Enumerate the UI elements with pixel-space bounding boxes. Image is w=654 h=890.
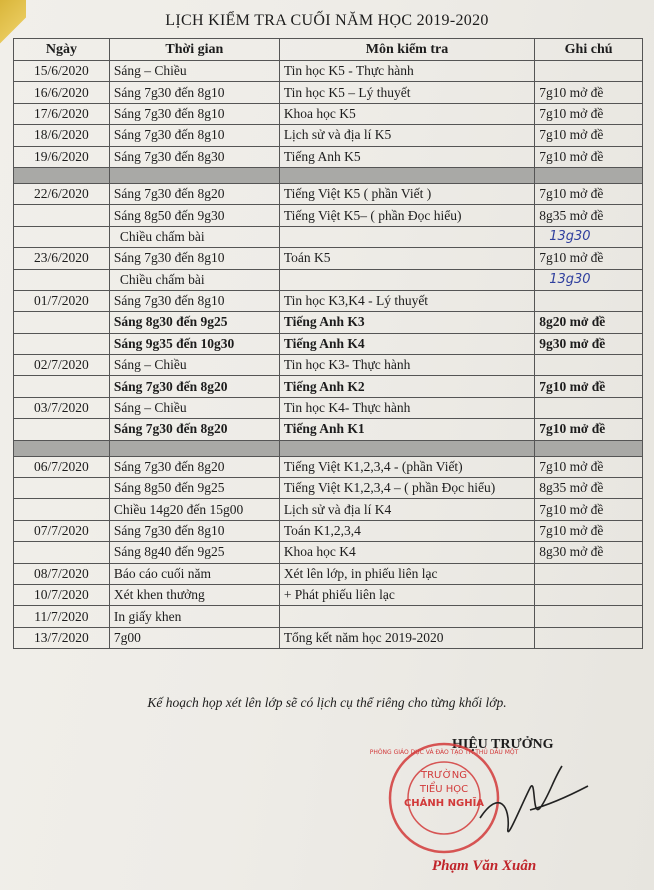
- cell-time: Chiều chấm bài: [109, 269, 279, 290]
- cell-date: 13/7/2020: [14, 627, 110, 648]
- cell-subject: Khoa học K5: [279, 103, 534, 124]
- cell-note: [535, 563, 643, 584]
- cell-time: Sáng 7g30 đến 8g10: [109, 82, 279, 103]
- cell-note: 7g10 mở đề: [535, 248, 643, 269]
- exam-schedule-table: [13, 38, 643, 649]
- table-row: [14, 290, 643, 311]
- cell-note: 7g10 mở đề: [535, 499, 643, 520]
- cell-time: Sáng – Chiều: [109, 397, 279, 418]
- handwritten-signature: [470, 748, 590, 858]
- cell-date: [14, 542, 110, 563]
- cell-date: 11/7/2020: [14, 606, 110, 627]
- table-row: [14, 542, 643, 563]
- cell-date: 07/7/2020: [14, 520, 110, 541]
- cell-subject: Tổng kết năm học 2019-2020: [279, 627, 534, 648]
- signer-title: HIỆU TRƯỞNG: [452, 737, 554, 752]
- cell-subject: Xét lên lớp, in phiếu liên lạc: [279, 563, 534, 584]
- cell-date: 17/6/2020: [14, 103, 110, 124]
- table-row: [14, 82, 643, 103]
- divider-cell: [535, 440, 643, 456]
- cell-time: Sáng 7g30 đến 8g20: [109, 376, 279, 397]
- table-row: [14, 333, 643, 354]
- header-date: Ngày: [14, 39, 110, 61]
- cell-time: Sáng 7g30 đến 8g30: [109, 146, 279, 167]
- cell-date: 15/6/2020: [14, 61, 110, 82]
- footnote: Kế hoạch họp xét lên lớp sẽ có lịch cụ thể riêng cho từng khối lớp.: [147, 695, 507, 710]
- cell-date: [14, 333, 110, 354]
- cell-time: Sáng 7g30 đến 8g20: [109, 183, 279, 204]
- cell-note: 13g30: [535, 226, 643, 247]
- table-row: [14, 183, 643, 204]
- cell-time: Sáng 7g30 đến 8g10: [109, 103, 279, 124]
- cell-note: 8g20 mở đề: [535, 312, 643, 333]
- cell-date: 16/6/2020: [14, 82, 110, 103]
- seal-line-2: TIỂU HỌC: [419, 784, 469, 795]
- cell-subject: Tiếng Việt K5 ( phần Viết ): [279, 183, 534, 204]
- table-row: [14, 248, 643, 269]
- seal-line-3: CHÁNH NGHĨA: [403, 798, 485, 809]
- cell-subject: Khoa học K4: [279, 542, 534, 563]
- cell-date: 18/6/2020: [14, 125, 110, 146]
- header-time: Thời gian: [109, 39, 279, 61]
- cell-note: 7g10 mở đề: [535, 183, 643, 204]
- cell-time: Sáng – Chiều: [109, 61, 279, 82]
- cell-date: [14, 499, 110, 520]
- cell-subject: Tin học K5 - Thực hành: [279, 61, 534, 82]
- table-row: [14, 355, 643, 376]
- divider-cell: [14, 440, 110, 456]
- section-divider-row: [14, 440, 643, 456]
- section-divider-row: [14, 167, 643, 183]
- cell-date: 03/7/2020: [14, 397, 110, 418]
- cell-note: 7g10 mở đề: [535, 103, 643, 124]
- cell-time: Sáng 8g50 đến 9g30: [109, 205, 279, 226]
- cell-subject: Toán K1,2,3,4: [279, 520, 534, 541]
- cell-note: 7g10 mở đề: [535, 520, 643, 541]
- signer-name: Phạm Văn Xuân: [432, 858, 537, 874]
- cell-subject: Tin học K3- Thực hành: [279, 355, 534, 376]
- cell-time: 7g00: [109, 627, 279, 648]
- cell-date: [14, 478, 110, 499]
- cell-date: [14, 226, 110, 247]
- cell-subject: Tiếng Anh K1: [279, 419, 534, 440]
- cell-date: 06/7/2020: [14, 456, 110, 477]
- table-row: [14, 584, 643, 605]
- table-row: [14, 499, 643, 520]
- cell-time: Sáng 7g30 đến 8g10: [109, 520, 279, 541]
- cell-time: Sáng 8g40 đến 9g25: [109, 542, 279, 563]
- cell-time: Sáng 8g30 đến 9g25: [109, 312, 279, 333]
- cell-subject: Tiếng Việt K1,2,3,4 - (phần Viết): [279, 456, 534, 477]
- cell-date: [14, 376, 110, 397]
- divider-cell: [279, 167, 534, 183]
- cell-note: 9g30 mở đề: [535, 333, 643, 354]
- cell-time: Sáng 7g30 đến 8g10: [109, 248, 279, 269]
- cell-date: 01/7/2020: [14, 290, 110, 311]
- cell-time: Sáng 8g50 đến 9g25: [109, 478, 279, 499]
- cell-subject: Lịch sử và địa lí K4: [279, 499, 534, 520]
- cell-date: 23/6/2020: [14, 248, 110, 269]
- table-row: [14, 205, 643, 226]
- cell-note: 8g35 mở đề: [535, 205, 643, 226]
- divider-cell: [279, 440, 534, 456]
- divider-cell: [535, 167, 643, 183]
- cell-time: Sáng 7g30 đến 8g10: [109, 125, 279, 146]
- cell-note: [535, 584, 643, 605]
- cell-note: 7g10 mở đề: [535, 146, 643, 167]
- cell-note: 7g10 mở đề: [535, 376, 643, 397]
- cell-time: Sáng – Chiều: [109, 355, 279, 376]
- document-title: LỊCH KIỂM TRA CUỐI NĂM HỌC 2019-2020: [165, 12, 489, 29]
- cell-note: 8g35 mở đề: [535, 478, 643, 499]
- table-row: [14, 520, 643, 541]
- cell-subject: Tiếng Anh K4: [279, 333, 534, 354]
- cell-note: 7g10 mở đề: [535, 419, 643, 440]
- cell-subject: Tin học K5 – Lý thuyết: [279, 82, 534, 103]
- cell-date: 19/6/2020: [14, 146, 110, 167]
- cell-time: Chiều chấm bài: [109, 226, 279, 247]
- cell-note: [535, 61, 643, 82]
- cell-subject: Tiếng Anh K5: [279, 146, 534, 167]
- divider-cell: [14, 167, 110, 183]
- cell-date: 10/7/2020: [14, 584, 110, 605]
- header-note: Ghi chú: [535, 39, 643, 61]
- table-row: [14, 269, 643, 290]
- cell-date: 02/7/2020: [14, 355, 110, 376]
- seal-outer-text: PHÒNG GIÁO DỤC VÀ ĐÀO TẠO TP. THỦ DẦU MỘT: [369, 749, 519, 756]
- cell-date: [14, 312, 110, 333]
- cell-subject: [279, 269, 534, 290]
- cell-date: [14, 205, 110, 226]
- table-row: [14, 226, 643, 247]
- cell-note: [535, 397, 643, 418]
- table-row: [14, 478, 643, 499]
- cell-time: Chiều 14g20 đến 15g00: [109, 499, 279, 520]
- cell-subject: Tiếng Việt K5– ( phần Đọc hiểu): [279, 205, 534, 226]
- cell-date: [14, 419, 110, 440]
- cell-subject: Tin học K4- Thực hành: [279, 397, 534, 418]
- table-header-row: [14, 39, 643, 61]
- cell-note: [535, 606, 643, 627]
- cell-date: 22/6/2020: [14, 183, 110, 204]
- table-row: [14, 125, 643, 146]
- cell-time: Báo cáo cuối năm: [109, 563, 279, 584]
- cell-note: 8g30 mở đề: [535, 542, 643, 563]
- cell-time: Sáng 7g30 đến 8g10: [109, 290, 279, 311]
- cell-subject: Lịch sử và địa lí K5: [279, 125, 534, 146]
- cell-subject: Toán K5: [279, 248, 534, 269]
- cell-note: [535, 627, 643, 648]
- cell-date: [14, 269, 110, 290]
- table-row: [14, 627, 643, 648]
- cell-date: 08/7/2020: [14, 563, 110, 584]
- seal-line-1: TRƯỜNG: [421, 770, 467, 781]
- cell-time: In giấy khen: [109, 606, 279, 627]
- cell-time: Xét khen thưởng: [109, 584, 279, 605]
- divider-cell: [109, 440, 279, 456]
- cell-subject: Tiếng Anh K2: [279, 376, 534, 397]
- table-row: [14, 103, 643, 124]
- divider-cell: [109, 167, 279, 183]
- cell-note: [535, 290, 643, 311]
- cell-subject: [279, 606, 534, 627]
- table-row: [14, 376, 643, 397]
- cell-subject: Tin học K3,K4 - Lý thuyết: [279, 290, 534, 311]
- cell-note: 7g10 mở đề: [535, 456, 643, 477]
- cell-time: Sáng 9g35 đến 10g30: [109, 333, 279, 354]
- cell-subject: + Phát phiếu liên lạc: [279, 584, 534, 605]
- cell-note: 13g30: [535, 269, 643, 290]
- cell-time: Sáng 7g30 đến 8g20: [109, 456, 279, 477]
- table-row: [14, 397, 643, 418]
- table-row: [14, 312, 643, 333]
- cell-note: 7g10 mở đề: [535, 82, 643, 103]
- table-row: [14, 419, 643, 440]
- table-row: [14, 456, 643, 477]
- cell-subject: Tiếng Anh K3: [279, 312, 534, 333]
- table-row: [14, 563, 643, 584]
- table-row: [14, 606, 643, 627]
- cell-note: [535, 355, 643, 376]
- table-row: [14, 146, 643, 167]
- cell-time: Sáng 7g30 đến 8g20: [109, 419, 279, 440]
- table-body: [14, 61, 643, 649]
- header-subject: Môn kiểm tra: [279, 39, 534, 61]
- table-row: [14, 61, 643, 82]
- cell-subject: Tiếng Việt K1,2,3,4 – ( phần Đọc hiểu): [279, 478, 534, 499]
- cell-subject: [279, 226, 534, 247]
- cell-note: 7g10 mở đề: [535, 125, 643, 146]
